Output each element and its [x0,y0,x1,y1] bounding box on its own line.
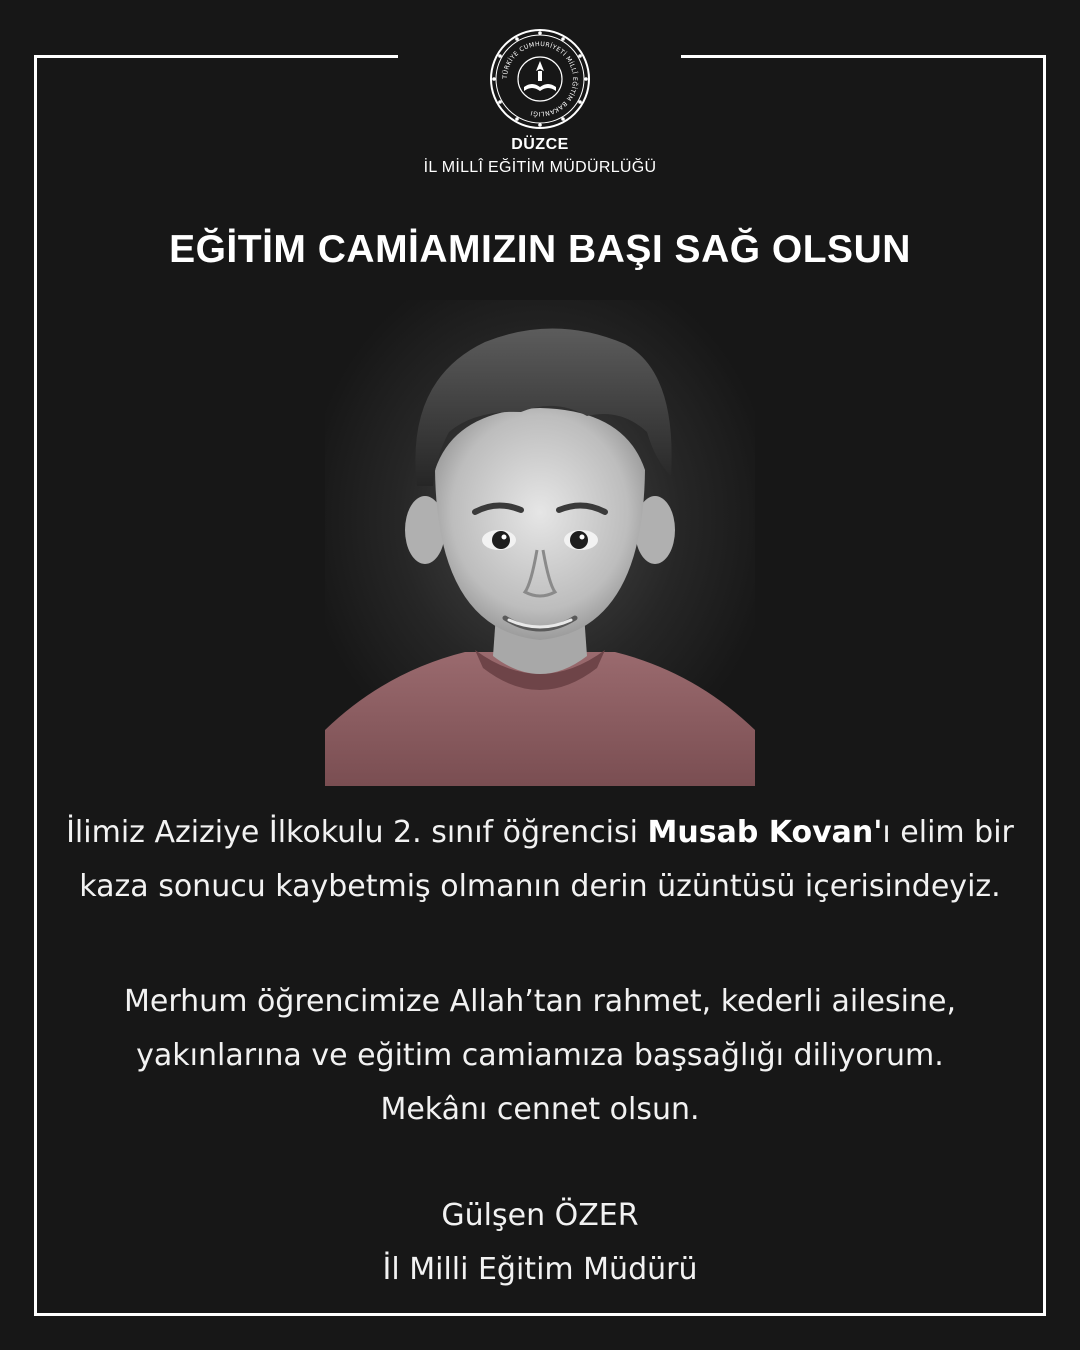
signatory-title: İl Milli Eğitim Müdürü [382,1252,698,1287]
frame-top-left-line [34,55,398,58]
student-name: Musab Kovan' [647,815,883,850]
frame-bottom-line [34,1313,1046,1316]
student-portrait-photo [325,300,755,786]
message-intro-text: İlimiz Aziziye İlkokulu 2. sınıf öğrencisi [66,815,648,850]
frame-top-right-line [681,55,1046,58]
condolence-paragraph-1 [60,806,1020,914]
condolence-paragraph-2 [60,975,1020,1137]
signatory-name: Gülşen ÖZER [441,1198,639,1233]
message-line: yakınlarına ve eğitim camiamıza başsağlığı diliyorum. [136,1038,944,1073]
organization-city: DÜZCE [511,136,569,153]
logo-ring-text: TÜRKİYE CUMHURİYETİ MİLLÎ EĞİTİM BAKANLIĞI [501,40,579,118]
message-line: Mekânı cennet olsun. [380,1092,700,1127]
organization-name: İL MİLLÎ EĞİTİM MÜDÜRLÜĞÜ [423,159,657,176]
message-line: Merhum öğrencimize Allah’tan rahmet, kederli ailesine, [124,984,956,1019]
message-continuation-text: ı elim bir kaza sonucu kaybetmiş olmanın derin üzüntüsü içerisindeyiz. [79,815,1014,904]
page-title: EĞİTİM CAMİAMIZIN BAŞI SAĞ OLSUN [169,228,911,271]
ministry-emblem-icon [488,27,592,131]
